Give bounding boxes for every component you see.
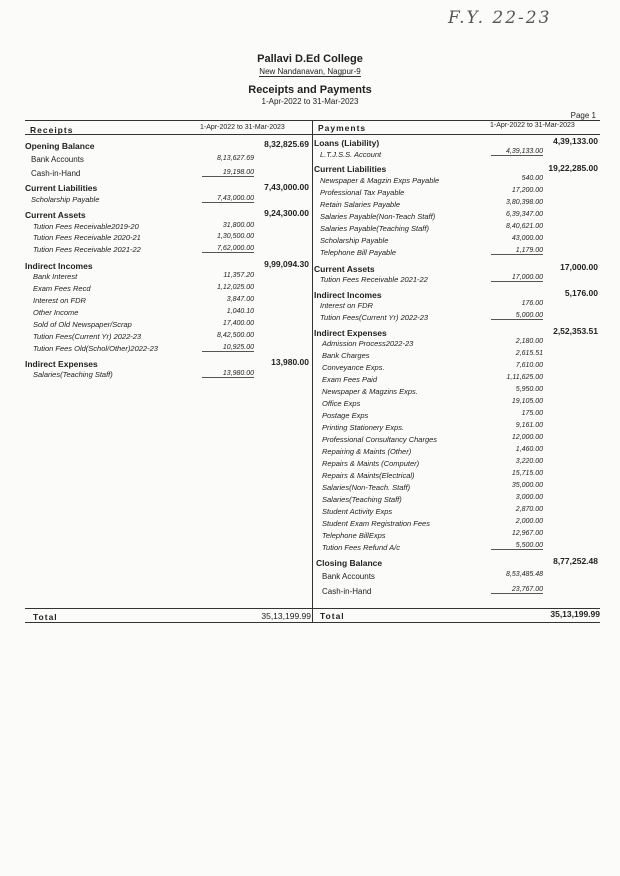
- payments-ie-item-amount: 2,180.00: [515, 338, 543, 345]
- receipts-ii-item-3-label: Interest on FDR: [33, 296, 86, 305]
- payments-ie-item-amount: 12,000.00: [511, 434, 543, 441]
- payments-ie-item-label: Salaries(Non-Teach. Staff): [322, 483, 411, 492]
- handwritten-year-note: F.Y. 22-23: [448, 8, 552, 28]
- receipts-scholarship-label: Scholarship Payable: [31, 195, 100, 204]
- payments-ie-item-label: Repairs & Maints (Computer): [322, 459, 420, 468]
- payments-ie-item-amount: 15,715.00: [511, 470, 543, 477]
- payments-cash-label: Cash-in-Hand: [322, 587, 372, 596]
- payments-closing-balance-label: Closing Balance: [316, 558, 383, 568]
- receipts-total-label: Total: [33, 612, 58, 622]
- payments-ie-item-amount: 9,161.00: [515, 422, 543, 429]
- receipts-ii-item-3-amount: 3,847.00: [226, 296, 254, 303]
- payments-ie-item-amount: 2,870.00: [515, 506, 543, 513]
- payments-ie-item-label: Admission Process2022-23: [322, 339, 414, 348]
- receipts-column-title: Receipts: [30, 125, 74, 135]
- receipts-bank-accounts-label: Bank Accounts: [31, 155, 84, 164]
- payments-total-label: Total: [320, 611, 345, 621]
- payments-ie-item-label: Student Exam Registration Fees: [322, 519, 430, 528]
- receipts-indirect-expenses-label: Indirect Expenses: [25, 359, 98, 369]
- payments-ie-item-amount: 7,610.00: [515, 362, 543, 369]
- payments-ie-item-amount: 5,500.00: [491, 542, 543, 550]
- payments-ie-item-amount: 19,105.00: [511, 398, 543, 405]
- college-address: New Nandanavan, Nagpur-9: [259, 67, 361, 76]
- payments-ie-item-label: Exam Fees Paid: [322, 375, 378, 384]
- payments-bank-accounts-label: Bank Accounts: [322, 572, 375, 581]
- payments-ie-item-amount: 175.00: [521, 410, 543, 417]
- receipts-indirect-expenses-total: 13,980.00: [271, 357, 309, 367]
- receipts-ii-item-5-label: Sold of Old Newspaper/Scrap: [33, 320, 132, 329]
- receipts-cash-amount: 19,198.00: [202, 169, 254, 177]
- payments-ie-item-amount: 1,460.00: [515, 446, 543, 453]
- payments-ie-item-label: Salaries(Teaching Staff): [322, 495, 402, 504]
- receipts-cash-label: Cash-in-Hand: [31, 169, 81, 178]
- payments-ie-item-amount: 2,000.00: [515, 518, 543, 525]
- payments-ie-item-amount: 2,615.51: [515, 350, 543, 357]
- payments-ii-item-2-amount: 5,000.00: [491, 312, 543, 320]
- receipts-ii-item-1-amount: 11,357.20: [223, 272, 254, 279]
- receipts-indirect-incomes-label: Indirect Incomes: [25, 261, 93, 271]
- receipts-ie-item-1-amount: 13,980.00: [202, 370, 254, 378]
- payments-current-assets-label: Current Assets: [314, 264, 375, 274]
- payments-ie-item-label: Conveyance Exps.: [322, 363, 385, 372]
- receipts-total-amount: 35,13,199.99: [261, 611, 311, 621]
- receipts-ca-item-2-label: Tution Fees Receivable 2020-21: [33, 233, 141, 242]
- payments-cl-item-2-label: Professional Tax Payable: [320, 188, 405, 197]
- receipts-bank-accounts-amount: 8,13,627.69: [217, 155, 254, 162]
- receipts-current-assets-label: Current Assets: [25, 210, 86, 220]
- total-top-rule: [25, 608, 600, 609]
- receipts-ii-item-4-amount: 1,040.10: [226, 308, 254, 315]
- receipts-current-liabilities-total: 7,43,000.00: [264, 182, 309, 192]
- payments-current-liabilities-total: 19,22,285.00: [548, 163, 598, 173]
- payments-ie-item-label: Repairs & Maints(Electrical): [322, 471, 415, 480]
- payments-ie-item-label: Tution Fees Refund A/c: [322, 543, 400, 552]
- payments-period: 1-Apr-2022 to 31-Mar-2023: [490, 122, 575, 129]
- payments-ltjss-label: L.T.J.S.S. Account: [320, 150, 382, 159]
- payments-ca-item-1-amount: 17,000.00: [491, 274, 543, 282]
- receipts-ca-item-1-label: Tution Fees Receivable2019-20: [33, 222, 139, 231]
- payments-ii-item-2-label: Tution Fees(Current Yr) 2022-23: [320, 313, 429, 322]
- receipts-ca-item-1-amount: 31,800.00: [222, 222, 254, 229]
- payments-loans-total: 4,39,133.00: [553, 136, 598, 146]
- payments-ii-item-1-label: Interest on FDR: [320, 301, 373, 310]
- column-divider: [312, 120, 313, 622]
- payments-cl-item-5-amount: 8,40,621.00: [506, 223, 543, 230]
- receipts-ii-item-2-label: Exam Fees Recd: [33, 284, 91, 293]
- receipts-ie-item-1-label: Salaries(Teaching Staff): [33, 370, 113, 379]
- payments-ie-item-label: Printing Stationery Exps.: [322, 423, 405, 432]
- payments-indirect-incomes-total: 5,176.00: [564, 288, 598, 298]
- receipts-ca-item-3-label: Tution Fees Receivable 2021-22: [33, 245, 141, 254]
- page-number: Page 1: [570, 111, 596, 120]
- payments-ie-item-amount: 35,000.00: [511, 482, 543, 489]
- payments-ie-item-amount: 3,000.00: [515, 494, 543, 501]
- total-bottom-rule: [25, 622, 600, 623]
- receipts-opening-balance-label: Opening Balance: [25, 141, 95, 151]
- receipts-ca-item-3-amount: 7,62,000.00: [202, 245, 254, 253]
- payments-cl-item-1-amount: 540.00: [521, 175, 543, 182]
- payments-ie-item-amount: 1,11,625.00: [506, 374, 543, 381]
- payments-cl-item-4-amount: 6,39,347.00: [506, 211, 543, 218]
- payments-current-liabilities-label: Current Liabilities: [314, 164, 387, 174]
- receipts-ii-item-6-label: Tution Fees(Current Yr) 2022-23: [33, 332, 142, 341]
- payments-closing-balance-total: 8,77,252.48: [553, 556, 598, 566]
- payments-cl-item-7-label: Telephone Bill Payable: [320, 248, 397, 257]
- receipts-ii-item-7-amount: 10,925.00: [202, 344, 254, 352]
- payments-cl-item-5-label: Salaries Payable(Teaching Staff): [320, 224, 429, 233]
- payments-ie-item-label: Professional Consultancy Charges: [322, 435, 438, 444]
- payments-ie-item-label: Repairing & Maints (Other): [322, 447, 412, 456]
- receipts-current-liabilities-label: Current Liabilities: [25, 183, 98, 193]
- receipts-ca-item-2-amount: 1,30,500.00: [217, 233, 254, 240]
- payments-cl-item-1-label: Newspaper & Magzin Exps Payable: [320, 176, 440, 185]
- payments-current-assets-total: 17,000.00: [560, 262, 598, 272]
- report-title: Receipts and Payments: [248, 84, 372, 96]
- receipts-period: 1-Apr-2022 to 31-Mar-2023: [200, 124, 285, 131]
- payments-ie-item-amount: 3,220.00: [515, 458, 543, 465]
- payments-ii-item-1-amount: 176.00: [521, 300, 543, 307]
- payments-ie-item-label: Telephone BillExps: [322, 531, 386, 540]
- receipts-ii-item-1-label: Bank Interest: [33, 272, 78, 281]
- payments-indirect-expenses-total: 2,52,353.51: [553, 326, 598, 336]
- receipts-ii-item-6-amount: 8,42,500.00: [217, 332, 254, 339]
- receipts-ii-item-4-label: Other Income: [33, 308, 79, 317]
- receipts-scholarship-amount: 7,43,000.00: [202, 195, 254, 203]
- payments-indirect-expenses-label: Indirect Expenses: [314, 328, 387, 338]
- payments-ie-item-label: Student Activity Exps: [322, 507, 393, 516]
- payments-ltjss-amount: 4,39,133.00: [491, 148, 543, 156]
- payments-ca-item-1-label: Tution Fees Receivable 2021-22: [320, 275, 428, 284]
- college-name: Pallavi D.Ed College: [257, 53, 363, 65]
- payments-ie-item-amount: 5,950.00: [515, 386, 543, 393]
- payments-total-amount: 35,13,199.99: [550, 609, 600, 619]
- payments-column-title: Payments: [318, 123, 367, 133]
- payments-cl-item-7-amount: 1,179.00: [491, 247, 543, 255]
- payments-bank-accounts-amount: 8,53,485.48: [506, 571, 543, 578]
- payments-ie-item-label: Office Exps: [322, 399, 361, 408]
- payments-cash-amount: 23,767.00: [491, 586, 543, 594]
- payments-cl-item-3-label: Retain Salaries Payable: [320, 200, 401, 209]
- receipts-ii-item-7-label: Tution Fees Old(Schol/Other)2022-23: [33, 344, 158, 353]
- payments-cl-item-4-label: Salaries Payable(Non-Teach Staff): [320, 212, 436, 221]
- payments-indirect-incomes-label: Indirect Incomes: [314, 290, 382, 300]
- payments-cl-item-3-amount: 3,80,398.00: [506, 199, 543, 206]
- payments-loans-label: Loans (Liability): [314, 138, 380, 148]
- receipts-opening-balance-total: 8,32,825.69: [264, 139, 309, 149]
- payments-ie-item-amount: 12,967.00: [511, 530, 543, 537]
- receipts-indirect-incomes-total: 9,99,094.30: [264, 259, 309, 269]
- payments-cl-item-6-amount: 43,000.00: [511, 235, 543, 242]
- payments-cl-item-2-amount: 17,200.00: [511, 187, 543, 194]
- payments-ie-item-label: Bank Charges: [322, 351, 370, 360]
- payments-ie-item-label: Newspaper & Magzins Exps.: [322, 387, 418, 396]
- payments-cl-item-6-label: Scholarship Payable: [320, 236, 389, 245]
- receipts-ii-item-2-amount: 1,12,025.00: [217, 284, 254, 291]
- receipts-ii-item-5-amount: 17,400.00: [222, 320, 254, 327]
- receipts-current-assets-total: 9,24,300.00: [264, 208, 309, 218]
- payments-ie-item-label: Postage Exps: [322, 411, 369, 420]
- report-period: 1-Apr-2022 to 31-Mar-2023: [261, 97, 359, 106]
